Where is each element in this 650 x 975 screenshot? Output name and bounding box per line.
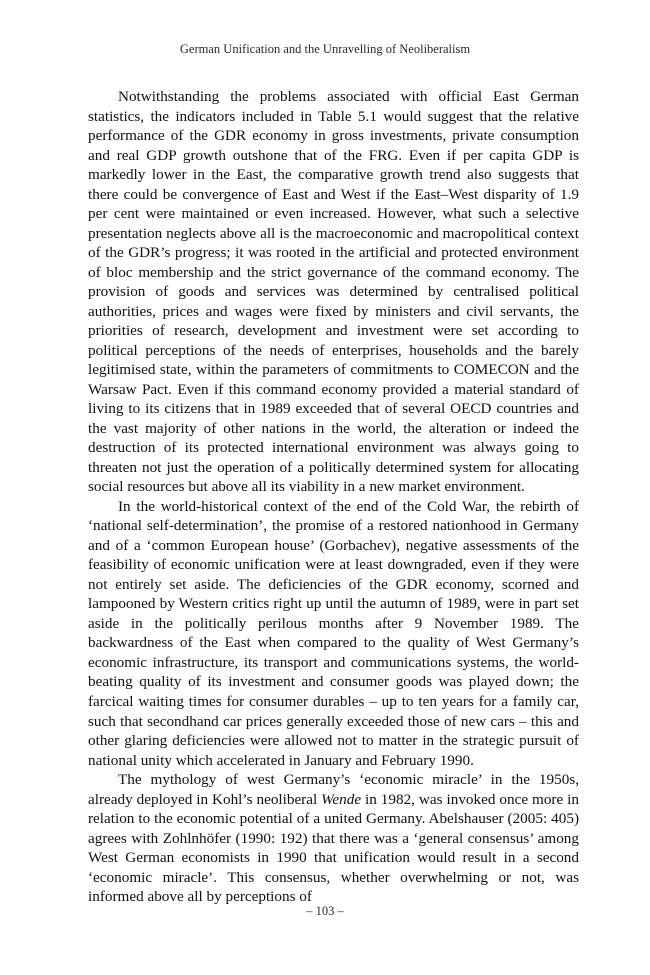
italic-term: Wende [321, 790, 362, 808]
paragraph-2 [88, 497, 579, 770]
body-text [88, 87, 579, 907]
paragraph-1 [88, 87, 579, 497]
paragraph-3 [88, 770, 579, 907]
paragraph-text: The mythology of west Germany’s ‘economic miracle’ in the 1950s, already deployed in Kohl’s neoliberal [88, 771, 579, 808]
paragraph-text: Notwithstanding the problems associated with official East German statistics, the indicators included in Table 5.1 would suggest that the relative performance of the GDR economy in gross investments, private consumption and real GDP growth outshone that of the FRG. Even if per capita GDP is markedly lower in the East, the comparative growth trend also suggests that there could be convergence of East and West if the East–West disparity of 1.9 per cent were maintained or even increased. However, what such a selective presentation neglects above all is the macroeconomic and macropolitical context of the GDR’s progress; it was rooted in the artificial and protected environment of bloc membership and the strict governance of the command economy. The provision of goods and services was determined by centralised political authorities, prices and wages were fixed by ministers and civil servants, the priorities of research, development and investment were set according to political perceptions of the needs of enterprises, households and the barely legitimised state, within the parameters of commitments to COMECON and the Warsaw Pact. Even if this command economy provided a material standard of living to its citizens that in 1989 exceeded that of several OECD countries and the vast majority of other nations in the world, the alteration or indeed the destruction of its protected international environment was always going to threaten not just the operation of a politically determined system for allocating social resources but above all its viability in a new market environment. [88, 88, 579, 496]
paragraph-text: In the world-historical context of the end of the Cold War, the rebirth of ‘national self-determination’, the promise of a restored nationhood in Germany and of a ‘common European house’ (Gorbachev), negative assessments of the feasibility of economic unification were at least downgraded, even if they were not entirely set aside. The deficiencies of the GDR economy, scorned and lampooned by Western critics right up until the autumn of 1989, were in part set aside in the politically perilous months after 9 November 1989. The backwardness of the East when compared to the quality of West Germany’s economic infrastructure, its transport and communications systems, the world-beating quality of its investment and consumer goods was played down; the farcical waiting times for consumer durables – up to ten years for a family car, such that secondhand car prices generally exceeded those of new cars – this and other glaring deficiencies were allowed not to matter in the strategic pursuit of national unity which accelerated in January and February 1990. [88, 497, 579, 769]
paragraph-text: in 1982, was invoked once more in relation to the economic potential of a united Germany. Abelshauser (2005: 405) agrees with Zohlnhöfer (1990: 192) that there was a ‘general consensus’ among West German economists in 1990 that unification would result in a second ‘economic miracle’. This consensus, whether overwhelming or not, was informed above all by perceptions of [88, 790, 579, 906]
running-head: German Unification and the Unravelling of Neoliberalism [179, 42, 471, 56]
page-number: – 103 – [306, 904, 344, 918]
